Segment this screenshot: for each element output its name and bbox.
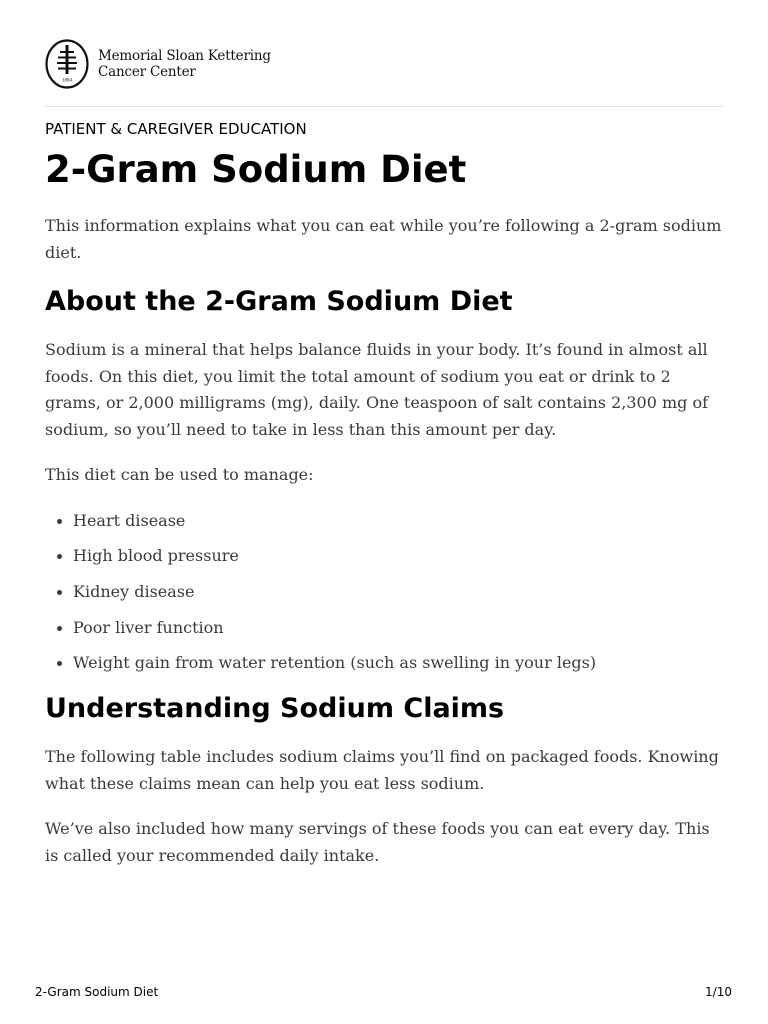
- list-item: [45, 508, 725, 534]
- list-item-text: Kidney disease: [73, 581, 195, 601]
- category-label: PATIENT & CAREGIVER EDUCATION: [45, 120, 307, 138]
- org-name-line1: Memorial Sloan Kettering: [98, 48, 271, 64]
- list-item: [45, 543, 725, 569]
- section-heading-claims: Understanding Sodium Claims: [45, 693, 505, 725]
- conditions-list: [45, 508, 725, 677]
- bullet-icon: [57, 554, 62, 559]
- conditions-intro: This diet can be used to manage:: [45, 465, 314, 484]
- bullet-icon: [57, 626, 62, 631]
- about-paragraph: Sodium is a mineral that helps balance fluids in your body. It’s found in almost all foods. On this diet, you limit the total amount of sodium you eat or drink to 2 grams, or 2,000 milligrams (mg), daily. One teaspoon of salt contains 2,300 mg of sodium, so you’ll need to take in less than this amount per day.: [45, 340, 709, 439]
- document-body: [45, 213, 725, 888]
- bullet-icon: [57, 661, 62, 666]
- list-item-text: Weight gain from water retention (such as swelling in your legs): [73, 653, 597, 673]
- org-logo: [45, 39, 271, 89]
- header-divider: [45, 106, 723, 107]
- list-item: [45, 615, 725, 641]
- list-item-text: High blood pressure: [73, 546, 239, 566]
- list-item: [45, 650, 725, 676]
- mskcc-logo-icon: [45, 39, 89, 89]
- intake-paragraph: We’ve also included how many servings of these foods you can eat every day. This is called your recommended daily intake.: [45, 819, 710, 865]
- list-item: [45, 579, 725, 605]
- bullet-icon: [57, 519, 62, 524]
- org-name-line2: Cancer Center: [98, 64, 196, 80]
- footer-document-title: 2-Gram Sodium Diet: [35, 985, 159, 999]
- bullet-icon: [57, 590, 62, 595]
- intro-paragraph: This information explains what you can eat while you’re following a 2-gram sodium diet.: [45, 216, 722, 262]
- section-heading-about: About the 2-Gram Sodium Diet: [45, 286, 513, 317]
- list-item-text: Poor liver function: [73, 617, 224, 637]
- list-item-text: Heart disease: [73, 510, 186, 530]
- page-title: 2-Gram Sodium Diet: [45, 148, 467, 191]
- footer-page-number: 1/10: [705, 985, 732, 999]
- claims-paragraph: The following table includes sodium claims you’ll find on packaged foods. Knowing what these claims mean can help you eat less sodium.: [45, 747, 719, 793]
- logo-year: 1884: [62, 78, 72, 84]
- org-name: [98, 48, 271, 80]
